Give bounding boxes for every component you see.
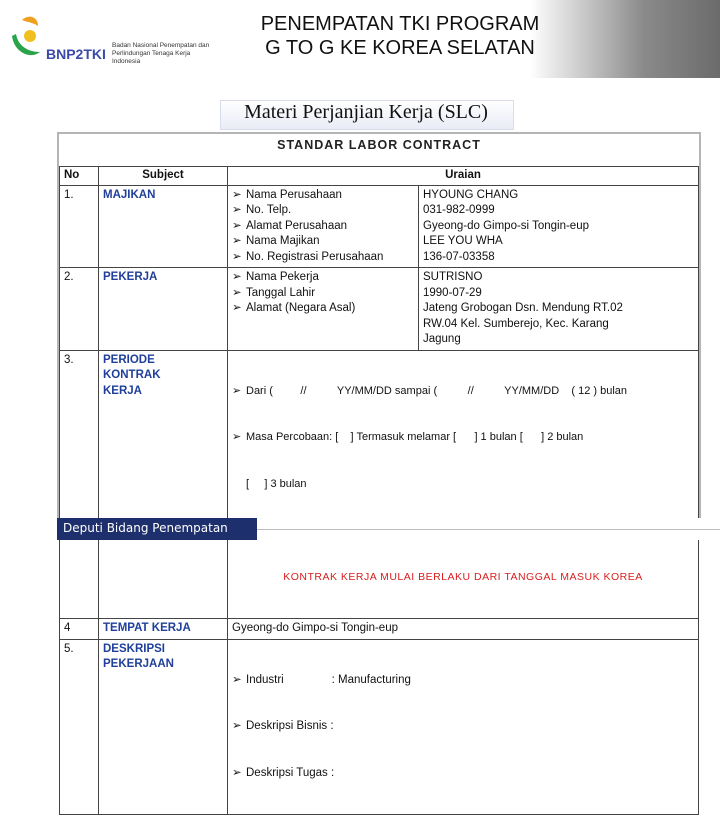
arrow-bullet-icon: ➢	[232, 720, 242, 732]
bnp2tki-logo	[8, 12, 208, 72]
value-item: 1990-07-29	[423, 286, 482, 299]
table-row-deskripsi	[60, 639, 699, 815]
arrow-bullet-icon: ➢	[232, 302, 242, 314]
row-no: 2.	[60, 268, 99, 351]
row-items	[228, 185, 419, 268]
list-item: ➢ Deskripsi Bisnis :	[232, 719, 694, 735]
contract-notice: KONTRAK KERJA MULAI BERLAKU DARI TANGGAL MASUK KOREA	[283, 570, 643, 583]
row-values	[419, 185, 699, 268]
arrow-bullet-icon: ➢	[232, 431, 242, 443]
row-subject: TEMPAT KERJA	[99, 619, 228, 640]
title-line-2: G TO G KE KOREA SELATAN	[265, 37, 535, 59]
col-header-uraian: Uraian	[228, 167, 699, 186]
list-item: ➢ Nama Pekerja	[232, 270, 414, 286]
arrow-bullet-icon: ➢	[232, 188, 242, 201]
row-no: 5.	[60, 639, 99, 815]
list-item: [ ] 3 bulan	[246, 477, 307, 490]
logo-subtitle: Badan Nasional Penempatan dan Perlindungan Tenaga Kerja Indonesia	[112, 42, 210, 65]
list-item: ➢ No. Registrasi Perusahaan	[232, 250, 414, 266]
arrow-bullet-icon: ➢	[232, 766, 242, 779]
table-row-periode	[60, 350, 699, 619]
value-item: SUTRISNO	[423, 271, 483, 283]
slide-header	[0, 0, 720, 78]
row-subject: MAJIKAN	[99, 185, 228, 268]
value-item: HYOUNG CHANG	[423, 188, 519, 201]
row-details	[228, 350, 699, 619]
slide-subtitle: Materi Perjanjian Kerja (SLC)	[244, 101, 488, 123]
arrow-bullet-icon: ➢	[232, 673, 242, 686]
row-no: 4	[60, 619, 99, 640]
list-item: ➢ Industri : Manufacturing	[232, 673, 694, 689]
arrow-bullet-icon: ➢	[232, 384, 242, 397]
list-item: ➢ Tanggal Lahir	[232, 286, 414, 302]
list-item: ➢ Alamat Perusahaan	[232, 219, 414, 235]
contract-table	[59, 166, 699, 815]
footer-divider	[257, 529, 720, 530]
arrow-bullet-icon: ➢	[232, 286, 242, 299]
row-subject: DESKRIPSI PEKERJAAN	[99, 639, 228, 815]
value-item: 136-07-03358	[423, 250, 495, 263]
value-item: RW.04 Kel. Sumberejo, Kec. Karang	[423, 317, 609, 330]
list-item: ➢ Dari ( // YY/MM/DD sampai ( // YY/MM/DD ( 12 ) bulan	[232, 384, 694, 400]
arrow-bullet-icon: ➢	[232, 235, 242, 247]
col-header-no: No	[60, 167, 99, 186]
value-item: 031-982-0999	[423, 204, 495, 216]
logo-emblem-icon	[8, 12, 48, 62]
table-row-majikan	[60, 185, 699, 268]
list-item: ➢ Nama Perusahaan	[232, 188, 414, 204]
arrow-bullet-icon: ➢	[232, 219, 242, 232]
arrow-bullet-icon: ➢	[232, 204, 242, 216]
row-no: 3.	[60, 350, 99, 619]
row-details	[228, 639, 699, 815]
footer-text: Deputi Bidang Penempatan	[63, 521, 228, 535]
title-line-1: PENEMPATAN TKI PROGRAM	[260, 13, 540, 35]
list-item: ➢ Masa Percobaan: [ ] Termasuk melamar [ ] 1 bulan [ ] 2 bulan	[232, 430, 694, 446]
table-row-tempat-kerja	[60, 619, 699, 640]
list-item: ➢ No. Telp.	[232, 203, 414, 219]
value-item: Jateng Grobogan Dsn. Mendung RT.02	[423, 302, 623, 314]
value-item: Jagung	[423, 333, 461, 345]
row-value: Gyeong-do Gimpo-si Tongin-eup	[228, 619, 699, 640]
row-values	[419, 268, 699, 351]
list-item: ➢ Alamat (Negara Asal)	[232, 301, 414, 317]
row-no: 1.	[60, 185, 99, 268]
list-item: ➢ Nama Majikan	[232, 234, 414, 250]
value-item: Gyeong-do Gimpo-si Tongin-eup	[423, 219, 589, 232]
arrow-bullet-icon: ➢	[232, 250, 242, 263]
contract-document	[57, 132, 701, 779]
arrow-bullet-icon: ➢	[232, 271, 242, 283]
document-title: STANDAR LABOR CONTRACT	[277, 138, 481, 152]
row-subject: PERIODE KONTRAK KERJA	[99, 350, 228, 619]
page-title	[220, 12, 580, 60]
value-item: LEE YOU WHA	[423, 235, 503, 247]
table-header-row	[60, 167, 699, 186]
row-items	[228, 268, 419, 351]
table-row-pekerja	[60, 268, 699, 351]
col-header-subject: Subject	[99, 167, 228, 186]
logo-wordmark: BNP2TKI	[46, 46, 106, 62]
list-item: ➢ Deskripsi Tugas :	[232, 766, 694, 782]
row-subject: PEKERJA	[99, 268, 228, 351]
